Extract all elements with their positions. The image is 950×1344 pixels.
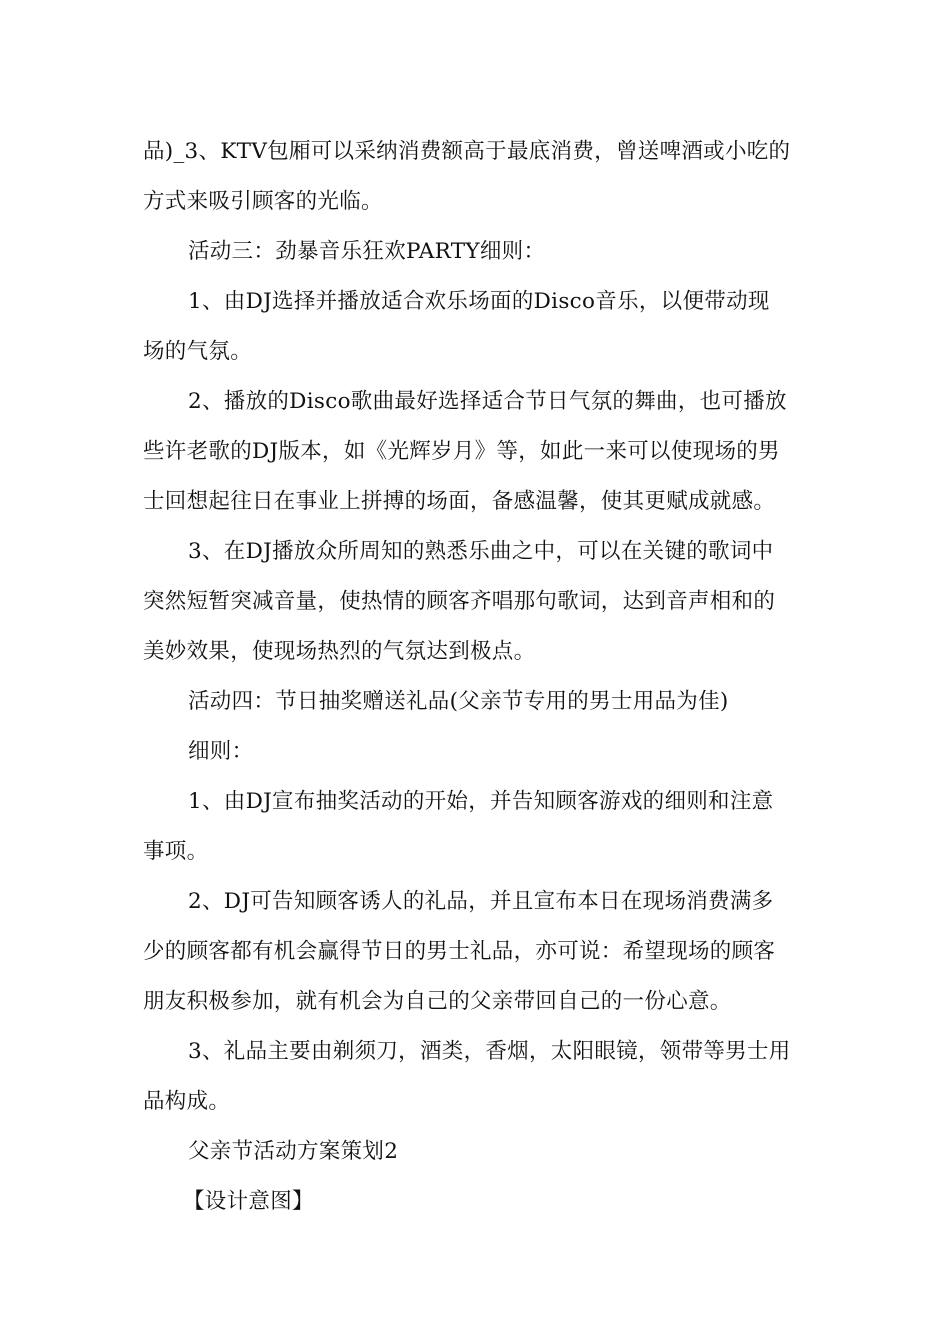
text-line: 细则： [188,739,254,764]
text-line: 品)_3、KTV包厢可以采纳消费额高于最底消费，曾送啤酒或小吃的 [143,139,791,164]
text-line: 2、播放的Disco歌曲最好选择适合节日气氛的舞曲，也可播放 [188,389,787,414]
text-line: 事项。 [143,839,209,864]
section-heading: 活动四：节日抽奖赠送礼品(父亲节专用的男士用品为佳) [188,689,729,714]
text-line: 1、由DJ宣布抽奖活动的开始，并告知顾客游戏的细则和注意 [188,789,774,814]
text-line: 场的气氛。 [143,339,253,364]
text-line: 少的顾客都有机会赢得节日的男士礼品，亦可说：希望现场的顾客 [143,939,776,964]
document-body [143,127,807,1227]
text-line: 朋友积极参加，就有机会为自己的父亲带回自己的一份心意。 [143,989,732,1014]
text-line: 3、在DJ播放众所周知的熟悉乐曲之中，可以在关键的歌词中 [188,539,774,564]
text-line: 品构成。 [143,1089,231,1114]
text-line: 些许老歌的DJ版本，如《光辉岁月》等，如此一来可以使现场的男 [143,439,780,464]
text-line: 美妙效果，使现场热烈的气氛达到极点。 [143,639,536,664]
text-line: 方式来吸引顾客的光临。 [143,189,383,214]
text-line: 3、礼品主要由剃须刀，酒类，香烟，太阳眼镜，领带等男士用 [188,1039,791,1064]
document-title: 父亲节活动方案策划2 [188,1139,399,1164]
section-heading: 活动三：劲暴音乐狂欢PARTY细则： [188,239,546,264]
text-line: 士回想起往日在事业上拼搏的场面，备感温馨，使其更赋成就感。 [143,489,776,514]
text-line: 1、由DJ选择并播放适合欢乐场面的Disco音乐，以便带动现 [188,289,770,314]
text-line: 2、DJ可告知顾客诱人的礼品，并且宣布本日在现场消费满多 [188,889,774,914]
section-heading: 【设计意图】 [183,1189,314,1214]
text-line: 突然短暂突减音量，使热情的顾客齐唱那句歌词，达到音声相和的 [143,589,776,614]
